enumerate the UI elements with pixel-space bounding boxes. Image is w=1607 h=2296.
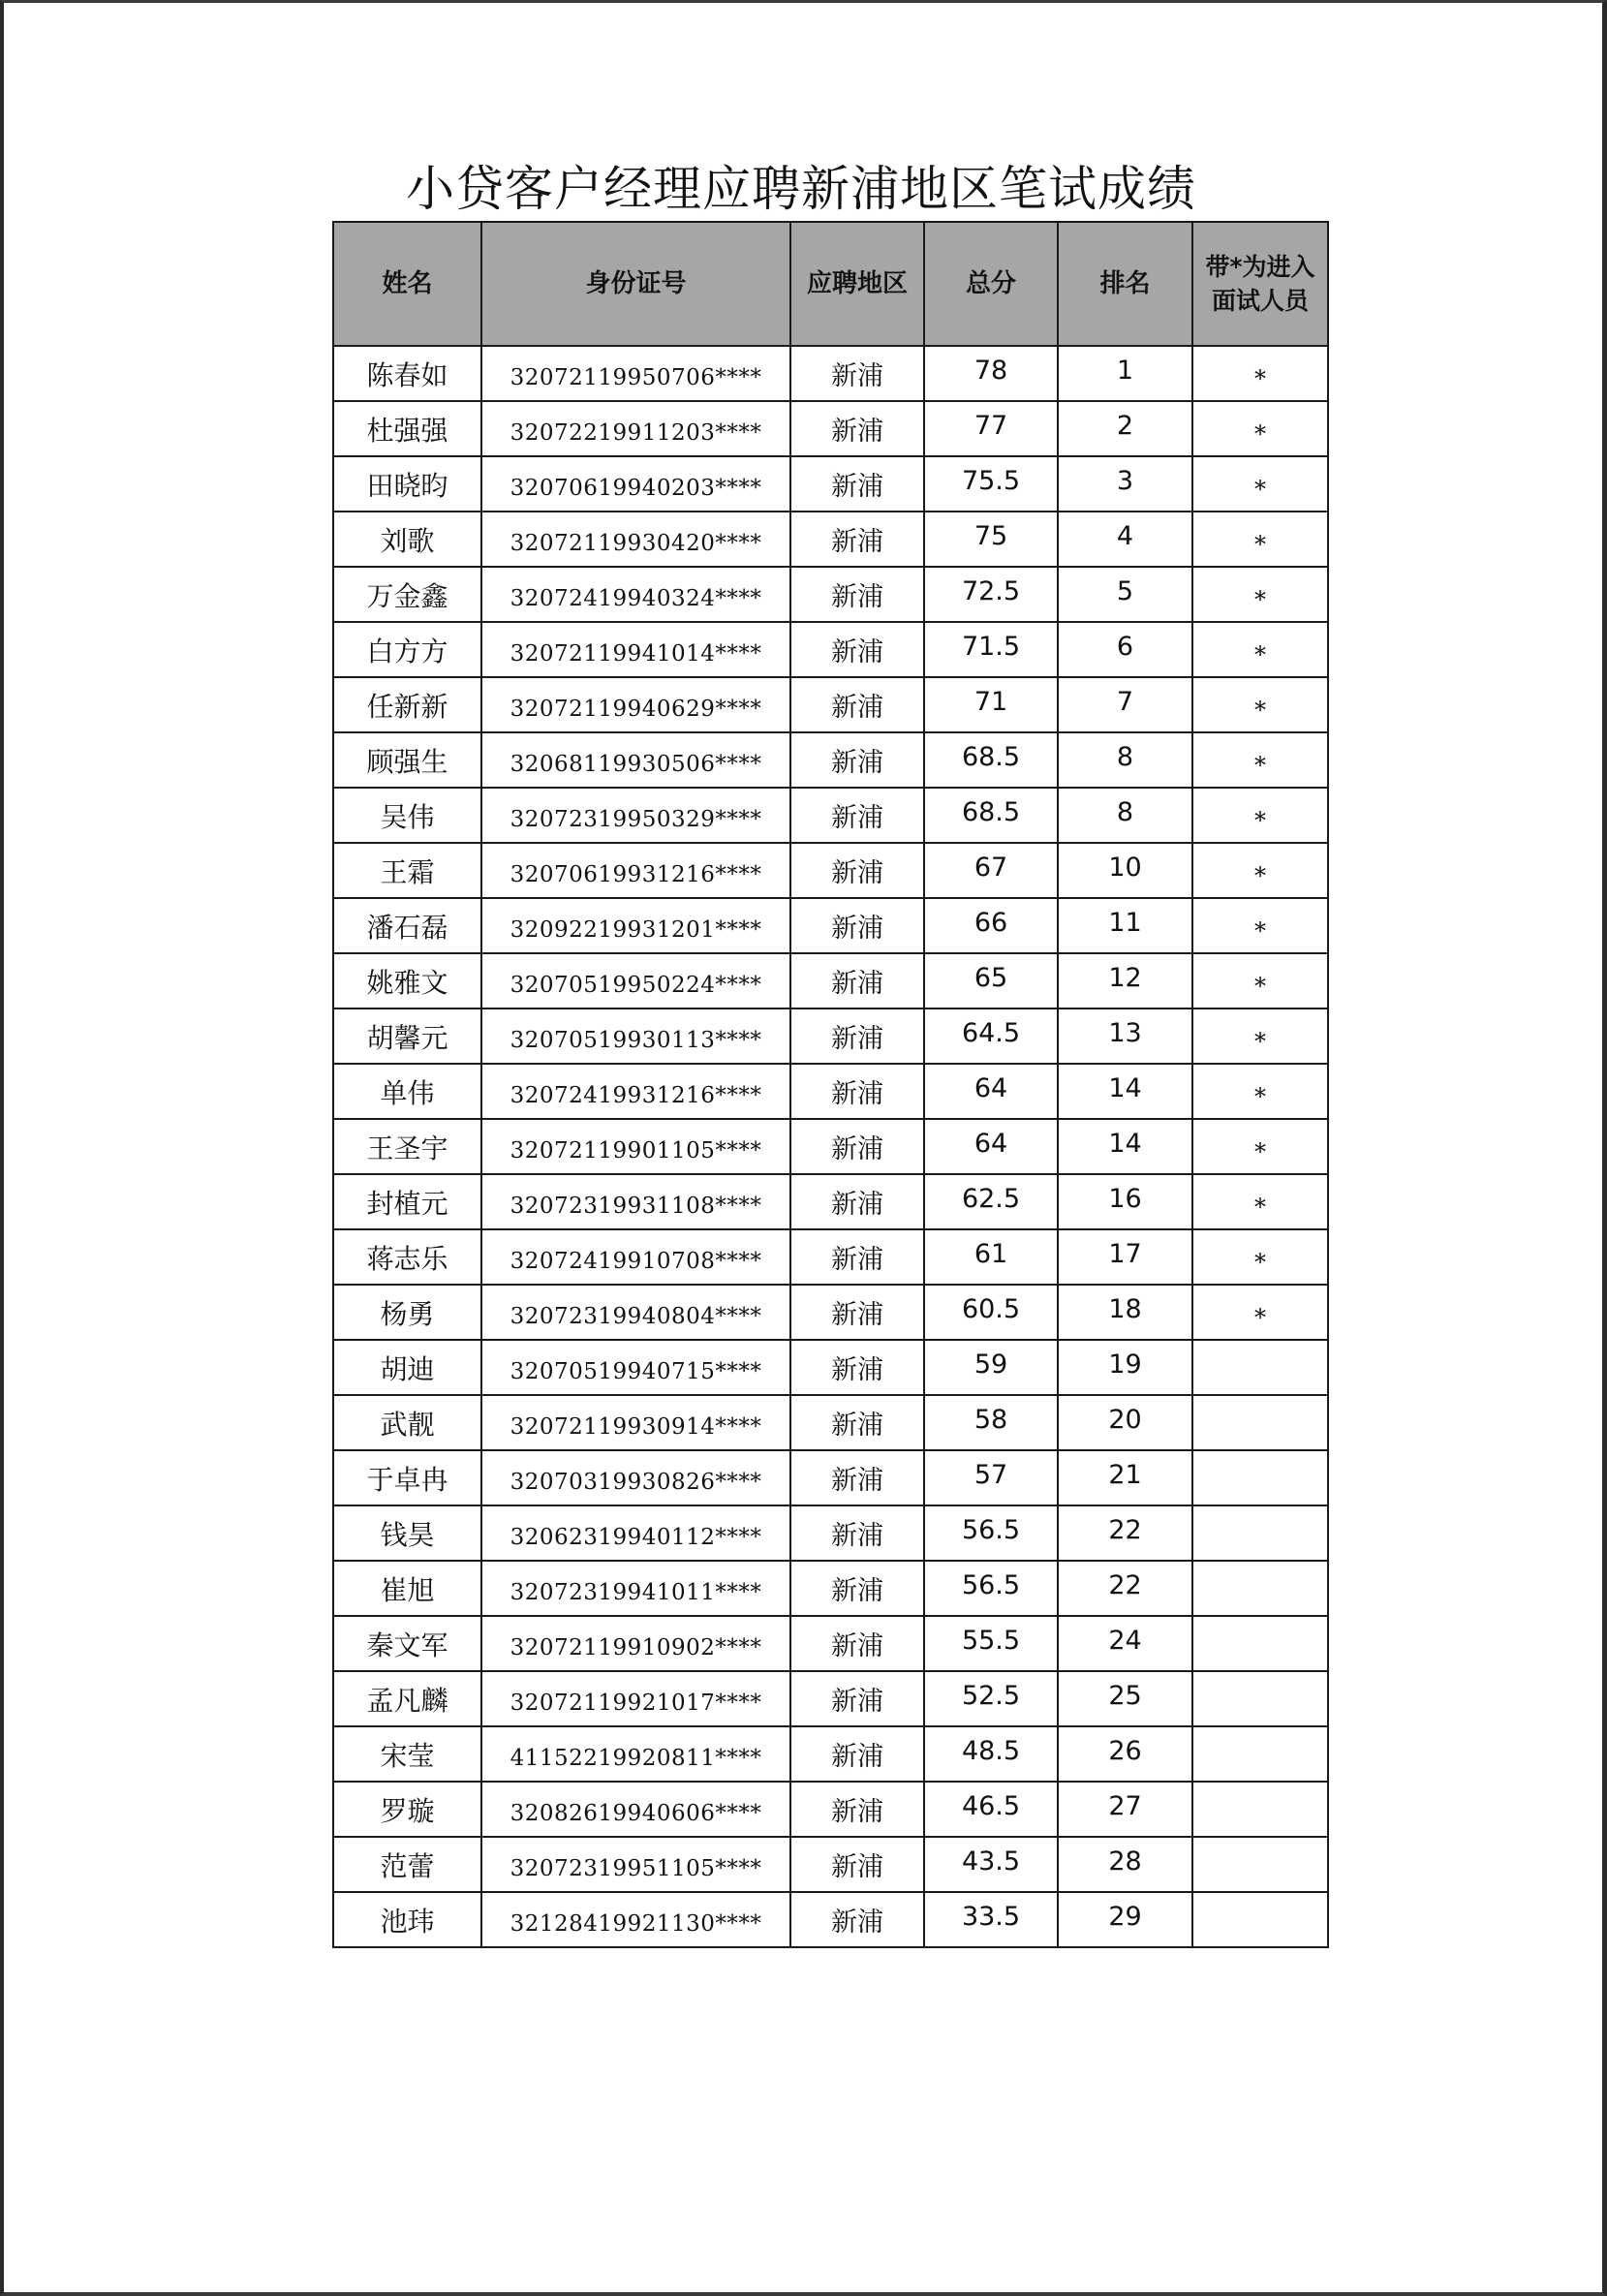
- cell-rank: 19: [1058, 1340, 1192, 1395]
- table-row: [333, 456, 1328, 512]
- cell-name: 姚雅文: [333, 953, 481, 1008]
- cell-interview-mark: [1192, 1726, 1328, 1782]
- cell-name: 孟凡麟: [333, 1671, 481, 1726]
- table-row: [333, 1616, 1328, 1671]
- cell-total: 60.5: [924, 1285, 1058, 1340]
- cell-id-number: 32072119941014****: [481, 622, 790, 677]
- cell-total: 68.5: [924, 732, 1058, 788]
- cell-region: 新浦: [790, 512, 924, 567]
- cell-interview-mark: *: [1192, 1008, 1328, 1064]
- cell-id-number: 32082619940606****: [481, 1782, 790, 1837]
- table-row: [333, 1837, 1328, 1892]
- cell-total: 58: [924, 1395, 1058, 1450]
- cell-id-number: 32072319940804****: [481, 1285, 790, 1340]
- cell-name: 范蕾: [333, 1837, 481, 1892]
- cell-id-number: 32072119921017****: [481, 1671, 790, 1726]
- cell-total: 71.5: [924, 622, 1058, 677]
- cell-total: 67: [924, 843, 1058, 898]
- cell-rank: 14: [1058, 1119, 1192, 1174]
- cell-id-number: 32092219931201****: [481, 898, 790, 953]
- cell-name: 钱昊: [333, 1505, 481, 1561]
- cell-total: 55.5: [924, 1616, 1058, 1671]
- score-table: [332, 221, 1329, 1948]
- cell-rank: 21: [1058, 1450, 1192, 1505]
- cell-region: 新浦: [790, 1837, 924, 1892]
- table-row: [333, 401, 1328, 456]
- cell-name: 潘石磊: [333, 898, 481, 953]
- cell-region: 新浦: [790, 953, 924, 1008]
- cell-id-number: 32072119950706****: [481, 346, 790, 401]
- cell-rank: 7: [1058, 677, 1192, 732]
- cell-id-number: 32072419940324****: [481, 567, 790, 622]
- table-row: [333, 346, 1328, 401]
- header-name: 姓名: [333, 222, 481, 346]
- table-row: [333, 1395, 1328, 1450]
- cell-name: 万金鑫: [333, 567, 481, 622]
- cell-region: 新浦: [790, 1008, 924, 1064]
- cell-name: 王圣宇: [333, 1119, 481, 1174]
- cell-id-number: 32072319951105****: [481, 1837, 790, 1892]
- cell-id-number: 32072119930420****: [481, 512, 790, 567]
- table-row: [333, 1340, 1328, 1395]
- cell-region: 新浦: [790, 622, 924, 677]
- cell-interview-mark: [1192, 1450, 1328, 1505]
- cell-id-number: 32070519950224****: [481, 953, 790, 1008]
- table-header: [333, 222, 1328, 346]
- cell-region: 新浦: [790, 401, 924, 456]
- cell-region: 新浦: [790, 843, 924, 898]
- table-body: [333, 346, 1328, 1947]
- cell-region: 新浦: [790, 1561, 924, 1616]
- cell-region: 新浦: [790, 1782, 924, 1837]
- cell-id-number: 32072119940629****: [481, 677, 790, 732]
- cell-rank: 6: [1058, 622, 1192, 677]
- cell-rank: 25: [1058, 1671, 1192, 1726]
- cell-total: 64: [924, 1064, 1058, 1119]
- cell-rank: 22: [1058, 1561, 1192, 1616]
- cell-interview-mark: [1192, 1395, 1328, 1450]
- table-row: [333, 622, 1328, 677]
- cell-name: 池玮: [333, 1892, 481, 1947]
- cell-region: 新浦: [790, 1285, 924, 1340]
- header-total: 总分: [924, 222, 1058, 346]
- table-row: [333, 788, 1328, 843]
- cell-name: 田晓昀: [333, 456, 481, 512]
- cell-rank: 22: [1058, 1505, 1192, 1561]
- cell-rank: 26: [1058, 1726, 1192, 1782]
- cell-region: 新浦: [790, 1892, 924, 1947]
- cell-name: 罗璇: [333, 1782, 481, 1837]
- cell-interview-mark: *: [1192, 788, 1328, 843]
- cell-id-number: 32070519940715****: [481, 1340, 790, 1395]
- cell-interview-mark: [1192, 1505, 1328, 1561]
- cell-total: 68.5: [924, 788, 1058, 843]
- cell-region: 新浦: [790, 677, 924, 732]
- cell-total: 52.5: [924, 1671, 1058, 1726]
- cell-total: 61: [924, 1229, 1058, 1285]
- header-id-number: 身份证号: [481, 222, 790, 346]
- table-row: [333, 1892, 1328, 1947]
- table-row: [333, 1726, 1328, 1782]
- cell-total: 59: [924, 1340, 1058, 1395]
- cell-interview-mark: [1192, 1892, 1328, 1947]
- cell-name: 单伟: [333, 1064, 481, 1119]
- cell-interview-mark: [1192, 1837, 1328, 1892]
- cell-interview-mark: *: [1192, 512, 1328, 567]
- table-row: [333, 1174, 1328, 1229]
- cell-region: 新浦: [790, 732, 924, 788]
- cell-rank: 4: [1058, 512, 1192, 567]
- cell-total: 75: [924, 512, 1058, 567]
- table-row: [333, 1064, 1328, 1119]
- cell-region: 新浦: [790, 1671, 924, 1726]
- cell-id-number: 32072119910902****: [481, 1616, 790, 1671]
- cell-id-number: 32070319930826****: [481, 1450, 790, 1505]
- cell-rank: 20: [1058, 1395, 1192, 1450]
- cell-region: 新浦: [790, 1340, 924, 1395]
- cell-region: 新浦: [790, 456, 924, 512]
- cell-id-number: 32072319931108****: [481, 1174, 790, 1229]
- cell-rank: 18: [1058, 1285, 1192, 1340]
- cell-rank: 3: [1058, 456, 1192, 512]
- cell-id-number: 32070519930113****: [481, 1008, 790, 1064]
- cell-name: 白方方: [333, 622, 481, 677]
- cell-name: 陈春如: [333, 346, 481, 401]
- table-row: [333, 1782, 1328, 1837]
- header-rank: 排名: [1058, 222, 1192, 346]
- cell-total: 72.5: [924, 567, 1058, 622]
- cell-id-number: 32072419931216****: [481, 1064, 790, 1119]
- cell-rank: 5: [1058, 567, 1192, 622]
- cell-interview-mark: *: [1192, 732, 1328, 788]
- table-row: [333, 1505, 1328, 1561]
- cell-region: 新浦: [790, 346, 924, 401]
- cell-rank: 24: [1058, 1616, 1192, 1671]
- cell-rank: 2: [1058, 401, 1192, 456]
- cell-total: 56.5: [924, 1561, 1058, 1616]
- cell-region: 新浦: [790, 898, 924, 953]
- cell-id-number: 32062319940112****: [481, 1505, 790, 1561]
- cell-total: 62.5: [924, 1174, 1058, 1229]
- cell-interview-mark: *: [1192, 1064, 1328, 1119]
- cell-interview-mark: [1192, 1616, 1328, 1671]
- cell-id-number: 32068119930506****: [481, 732, 790, 788]
- cell-name: 任新新: [333, 677, 481, 732]
- cell-region: 新浦: [790, 788, 924, 843]
- table-row: [333, 1119, 1328, 1174]
- cell-id-number: 32070619931216****: [481, 843, 790, 898]
- cell-total: 56.5: [924, 1505, 1058, 1561]
- cell-total: 64.5: [924, 1008, 1058, 1064]
- cell-rank: 8: [1058, 732, 1192, 788]
- cell-total: 78: [924, 346, 1058, 401]
- cell-region: 新浦: [790, 1616, 924, 1671]
- cell-rank: 10: [1058, 843, 1192, 898]
- page-title: 小贷客户经理应聘新浦地区笔试成绩: [406, 161, 1196, 217]
- table-row: [333, 1450, 1328, 1505]
- cell-id-number: 32072119901105****: [481, 1119, 790, 1174]
- cell-rank: 11: [1058, 898, 1192, 953]
- cell-region: 新浦: [790, 1174, 924, 1229]
- cell-rank: 14: [1058, 1064, 1192, 1119]
- table-row: [333, 1561, 1328, 1616]
- cell-total: 71: [924, 677, 1058, 732]
- cell-total: 77: [924, 401, 1058, 456]
- table-row: [333, 677, 1328, 732]
- cell-region: 新浦: [790, 1450, 924, 1505]
- table-row: [333, 953, 1328, 1008]
- cell-name: 武靓: [333, 1395, 481, 1450]
- cell-name: 吴伟: [333, 788, 481, 843]
- cell-id-number: 32072119930914****: [481, 1395, 790, 1450]
- cell-interview-mark: *: [1192, 456, 1328, 512]
- header-row: [333, 222, 1328, 346]
- cell-id-number: 32072419910708****: [481, 1229, 790, 1285]
- cell-id-number: 32070619940203****: [481, 456, 790, 512]
- cell-region: 新浦: [790, 567, 924, 622]
- cell-interview-mark: [1192, 1561, 1328, 1616]
- cell-interview-mark: *: [1192, 1229, 1328, 1285]
- cell-id-number: 32128419921130****: [481, 1892, 790, 1947]
- cell-rank: 29: [1058, 1892, 1192, 1947]
- cell-name: 崔旭: [333, 1561, 481, 1616]
- cell-interview-mark: *: [1192, 1119, 1328, 1174]
- cell-rank: 12: [1058, 953, 1192, 1008]
- cell-rank: 13: [1058, 1008, 1192, 1064]
- cell-rank: 16: [1058, 1174, 1192, 1229]
- cell-region: 新浦: [790, 1064, 924, 1119]
- cell-interview-mark: *: [1192, 1285, 1328, 1340]
- cell-rank: 8: [1058, 788, 1192, 843]
- cell-interview-mark: [1192, 1671, 1328, 1726]
- cell-name: 宋莹: [333, 1726, 481, 1782]
- cell-region: 新浦: [790, 1229, 924, 1285]
- cell-name: 秦文军: [333, 1616, 481, 1671]
- cell-interview-mark: *: [1192, 677, 1328, 732]
- cell-total: 64: [924, 1119, 1058, 1174]
- cell-interview-mark: *: [1192, 953, 1328, 1008]
- cell-name: 杜强强: [333, 401, 481, 456]
- cell-name: 胡馨元: [333, 1008, 481, 1064]
- table-row: [333, 732, 1328, 788]
- cell-total: 57: [924, 1450, 1058, 1505]
- cell-id-number: 32072319941011****: [481, 1561, 790, 1616]
- table-row: [333, 1285, 1328, 1340]
- cell-region: 新浦: [790, 1726, 924, 1782]
- cell-name: 蒋志乐: [333, 1229, 481, 1285]
- cell-name: 顾强生: [333, 732, 481, 788]
- table-row: [333, 898, 1328, 953]
- cell-rank: 27: [1058, 1782, 1192, 1837]
- cell-name: 封植元: [333, 1174, 481, 1229]
- cell-total: 65: [924, 953, 1058, 1008]
- cell-interview-mark: *: [1192, 567, 1328, 622]
- cell-total: 43.5: [924, 1837, 1058, 1892]
- cell-total: 66: [924, 898, 1058, 953]
- cell-total: 48.5: [924, 1726, 1058, 1782]
- cell-name: 胡迪: [333, 1340, 481, 1395]
- header-region: 应聘地区: [790, 222, 924, 346]
- cell-total: 46.5: [924, 1782, 1058, 1837]
- table-row: [333, 567, 1328, 622]
- table-row: [333, 843, 1328, 898]
- header-interview-mark: 带*为进入面试人员: [1192, 222, 1328, 346]
- table-row: [333, 1671, 1328, 1726]
- cell-interview-mark: *: [1192, 346, 1328, 401]
- cell-region: 新浦: [790, 1395, 924, 1450]
- cell-name: 于卓冉: [333, 1450, 481, 1505]
- table-row: [333, 1008, 1328, 1064]
- cell-interview-mark: [1192, 1340, 1328, 1395]
- cell-name: 杨勇: [333, 1285, 481, 1340]
- cell-interview-mark: *: [1192, 622, 1328, 677]
- cell-id-number: 32072219911203****: [481, 401, 790, 456]
- cell-interview-mark: [1192, 1782, 1328, 1837]
- cell-rank: 28: [1058, 1837, 1192, 1892]
- cell-region: 新浦: [790, 1505, 924, 1561]
- cell-total: 75.5: [924, 456, 1058, 512]
- cell-name: 王霜: [333, 843, 481, 898]
- table-row: [333, 1229, 1328, 1285]
- cell-interview-mark: *: [1192, 843, 1328, 898]
- cell-region: 新浦: [790, 1119, 924, 1174]
- cell-rank: 1: [1058, 346, 1192, 401]
- cell-name: 刘歌: [333, 512, 481, 567]
- cell-id-number: 41152219920811****: [481, 1726, 790, 1782]
- cell-rank: 17: [1058, 1229, 1192, 1285]
- cell-interview-mark: *: [1192, 1174, 1328, 1229]
- cell-id-number: 32072319950329****: [481, 788, 790, 843]
- cell-interview-mark: *: [1192, 401, 1328, 456]
- table-row: [333, 512, 1328, 567]
- cell-total: 33.5: [924, 1892, 1058, 1947]
- cell-interview-mark: *: [1192, 898, 1328, 953]
